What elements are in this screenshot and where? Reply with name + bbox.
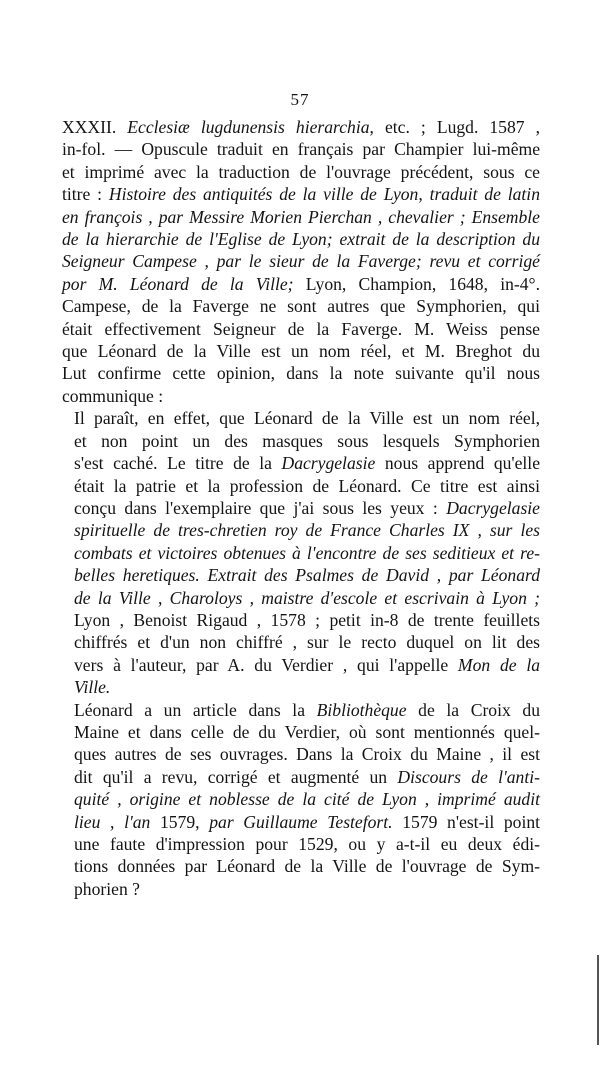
- text-line: [62, 475, 540, 497]
- text-line: [62, 699, 540, 721]
- text-line: [62, 452, 540, 474]
- text-segment: vers à l'auteur, par A. du Verdier , qui l'appelle: [74, 654, 458, 675]
- text-segment: phorien ?: [74, 878, 140, 899]
- italic-text: Ville.: [74, 677, 111, 698]
- text-segment: une faute d'impression pour 1529, ou y a-t-il eu deux édi-: [74, 834, 540, 854]
- text-line: [62, 855, 540, 877]
- italic-text: belles heretiques. Extrait des Psalmes de David , par Léonard: [74, 565, 540, 586]
- paragraph: [62, 116, 540, 407]
- text-line: [62, 587, 540, 609]
- italic-text: spirituelle de tres-chretien roy de France Charles IX , sur les: [74, 520, 540, 541]
- italic-text: Seigneur Campese , par le sieur de la Faverge; revu et corrigé: [62, 251, 540, 272]
- text-segment: ques autres de ses ouvrages. Dans la Croix du Maine , il est: [74, 744, 540, 765]
- text-line: [62, 273, 540, 295]
- text-segment: , etc. ; Lugd. 1587 ,: [369, 117, 540, 137]
- text-line: [62, 295, 540, 317]
- text-segment: était la patrie et la profession de Léonard. Ce titre est ainsi: [74, 475, 540, 496]
- text-line: [62, 743, 540, 765]
- text-line: [62, 654, 540, 676]
- italic-text: Dacrygelasie: [446, 497, 540, 518]
- italic-text: por M. Léonard de la Ville;: [62, 273, 294, 294]
- text-line: [62, 138, 540, 160]
- text-line: [62, 407, 540, 429]
- text-line: [62, 161, 540, 183]
- text-segment: Léonard a un article dans la: [74, 699, 317, 720]
- text-line: [62, 564, 540, 586]
- text-line: [62, 362, 540, 384]
- text-segment: tions données par Léonard de la Ville de l'ouvrage de Sym-: [74, 856, 540, 877]
- text-line: [62, 788, 540, 810]
- text-body: [62, 116, 540, 900]
- text-segment: de la Croix du: [406, 699, 540, 720]
- text-segment: nous apprend qu'elle: [375, 453, 540, 474]
- text-segment: in-fol. — Opuscule traduit en français par Champier lui-même: [62, 139, 540, 160]
- text-segment: communique :: [62, 385, 164, 406]
- text-segment: s'est caché. Le titre de la: [74, 453, 282, 474]
- text-segment: et imprimé avec la traduction de l'ouvrage précédent, sous ce: [62, 161, 540, 182]
- text-line: [62, 250, 540, 272]
- text-segment: titre :: [62, 184, 109, 205]
- text-line: [62, 318, 540, 340]
- text-segment: était effectivement Seigneur de la Faverge. M. Weiss pense: [62, 318, 540, 339]
- italic-text: Discours de l'anti-: [397, 766, 540, 787]
- text-segment: Il paraît, en effet, que Léonard de la Ville est un nom réel,: [74, 408, 540, 429]
- italic-text: Mon de la: [457, 654, 541, 675]
- text-segment: 1579,: [150, 811, 210, 832]
- text-line: [62, 878, 540, 900]
- italic-text: quité , origine et noblesse de la cité de Lyon , imprimé audit: [74, 789, 540, 810]
- text-line: [62, 385, 540, 407]
- text-segment: conçu dans l'exemplaire que j'ai sous les yeux :: [74, 497, 447, 518]
- text-line: [62, 833, 540, 855]
- italic-text: combats et victoires obtenues à l'encontre de ses seditieux et re-: [74, 542, 540, 563]
- text-segment: chiffrés et d'un non chiffré , sur le recto duquel on lit des: [74, 632, 540, 653]
- page-number: 57: [290, 90, 310, 109]
- text-line: [62, 340, 540, 362]
- paragraph: [62, 407, 540, 698]
- italic-text: par Guillaume Testefort.: [209, 811, 393, 832]
- text-line: [62, 206, 540, 228]
- italic-text: en françois , par Messire Morien Pierchan , chevalier ; Ensemble: [62, 206, 540, 227]
- italic-text: de la hierarchie de l'Eglise de Lyon; extrait de la description du: [62, 229, 540, 250]
- italic-text: Bibliothèque: [316, 699, 407, 720]
- scan-edge-mark: [597, 955, 599, 1045]
- italic-text: Dacrygelasie: [281, 453, 376, 474]
- text-segment: Lut confirme cette opinion, dans la note suivante qu'il nous: [62, 363, 540, 384]
- text-segment: Lyon, Champion, 1648, in-4°.: [293, 273, 540, 294]
- text-line: [62, 430, 540, 452]
- text-line: [62, 766, 540, 788]
- text-line: [62, 542, 540, 564]
- text-segment: que Léonard de la Ville est un nom réel, et M. Breghot du: [62, 341, 540, 362]
- italic-text: lieu , l'an: [74, 811, 151, 832]
- text-line: [62, 631, 540, 653]
- italic-text: Histoire des antiquités de la ville de Lyon, traduit de latin: [108, 184, 540, 205]
- text-line: [62, 497, 540, 519]
- text-line: [62, 811, 540, 833]
- text-line: [62, 519, 540, 541]
- text-line: [62, 721, 540, 743]
- text-segment: dit qu'il a revu, corrigé et augmenté un: [74, 766, 398, 787]
- text-segment: Campese, de la Faverge ne sont autres que Symphorien, qui: [62, 296, 540, 317]
- italic-text: Ecclesiæ lugdunensis hierarchia: [127, 117, 370, 137]
- text-line: [62, 676, 540, 698]
- text-line: [62, 116, 540, 138]
- text-segment: 1579 n'est-il point: [392, 811, 541, 832]
- text-line: [62, 609, 540, 631]
- text-segment: Maine et dans celle de du Verdier, où sont mentionnés quel-: [74, 721, 540, 742]
- text-segment: XXXII.: [62, 117, 128, 137]
- text-line: [62, 183, 540, 205]
- text-line: [62, 228, 540, 250]
- text-segment: Lyon , Benoist Rigaud , 1578 ; petit in-8 de trente feuillets: [74, 609, 540, 630]
- paragraph: [62, 699, 540, 901]
- text-segment: et non point un des masques sous lesquels Symphorien: [74, 430, 540, 451]
- italic-text: de la Ville , Charoloys , maistre d'escole et escrivain à Lyon ;: [74, 587, 540, 608]
